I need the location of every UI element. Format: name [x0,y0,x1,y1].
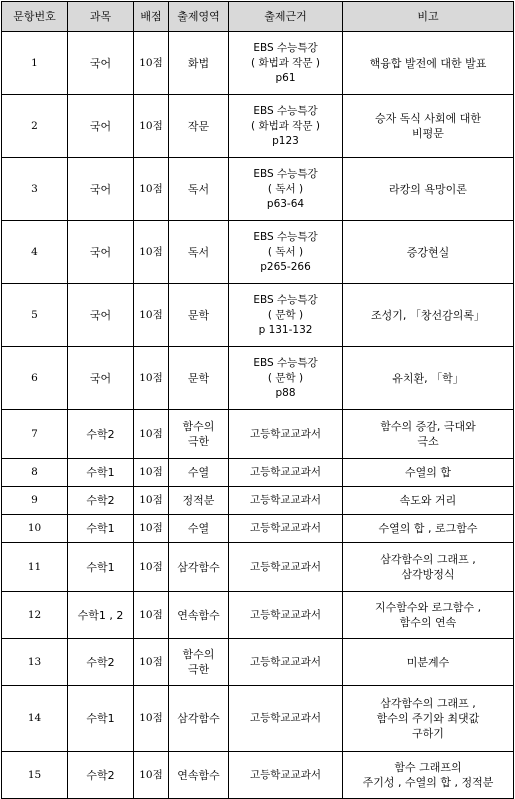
header-subject: 과목 [68,2,134,32]
cell-area: 연속함수 [169,592,229,639]
table-row [2,592,514,639]
cell-points: 10점 [134,639,169,686]
cell-area: 정적분 [169,487,229,515]
cell-points: 10점 [134,347,169,410]
table-row [2,487,514,515]
cell-note: 수열의 합 [343,459,514,487]
cell-note: 승자 독식 사회에 대한 비평문 [343,95,514,158]
cell-points: 10점 [134,158,169,221]
cell-subject: 국어 [68,95,134,158]
table-row [2,284,514,347]
cell-note: 삼각함수의 그래프 , 삼각방정식 [343,543,514,592]
cell-subject: 수학1 [68,515,134,543]
cell-points: 10점 [134,284,169,347]
cell-area: 작문 [169,95,229,158]
cell-subject: 수학2 [68,639,134,686]
exam-table-container [1,1,514,799]
table-row [2,410,514,459]
cell-points: 10점 [134,95,169,158]
cell-area: 삼각함수 [169,543,229,592]
cell-area: 함수의 극한 [169,639,229,686]
cell-subject: 수학2 [68,487,134,515]
cell-note: 유치환, 「학」 [343,347,514,410]
cell-source: 고등학교교과서 [229,515,343,543]
cell-question-number: 7 [2,410,68,459]
cell-area: 수열 [169,515,229,543]
cell-source: 고등학교교과서 [229,487,343,515]
cell-subject: 국어 [68,221,134,284]
cell-question-number: 1 [2,32,68,95]
cell-subject: 국어 [68,32,134,95]
cell-source: 고등학교교과서 [229,459,343,487]
cell-area: 독서 [169,158,229,221]
table-row [2,752,514,799]
cell-area: 화법 [169,32,229,95]
cell-subject: 수학1 [68,543,134,592]
cell-source: 고등학교교과서 [229,752,343,799]
cell-question-number: 10 [2,515,68,543]
cell-area: 삼각함수 [169,686,229,752]
cell-note: 함수의 증감, 극대와 극소 [343,410,514,459]
cell-source: EBS 수능특강 ( 문학 ) p88 [229,347,343,410]
cell-subject: 국어 [68,284,134,347]
table-row [2,543,514,592]
cell-source: 고등학교교과서 [229,410,343,459]
cell-points: 10점 [134,221,169,284]
cell-question-number: 4 [2,221,68,284]
cell-points: 10점 [134,543,169,592]
cell-points: 10점 [134,515,169,543]
cell-note: 속도와 거리 [343,487,514,515]
cell-question-number: 2 [2,95,68,158]
cell-note: 조성기, 「창선감의록」 [343,284,514,347]
cell-area: 수열 [169,459,229,487]
table-row [2,459,514,487]
table-row [2,95,514,158]
table-row [2,347,514,410]
cell-source: 고등학교교과서 [229,686,343,752]
header-source: 출제근거 [229,2,343,32]
cell-source: EBS 수능특강 ( 문학 ) p 131-132 [229,284,343,347]
cell-subject: 수학1 [68,459,134,487]
cell-note: 증강현실 [343,221,514,284]
table-row [2,221,514,284]
header-question-number: 문항번호 [2,2,68,32]
cell-question-number: 13 [2,639,68,686]
cell-area: 독서 [169,221,229,284]
cell-area: 문학 [169,284,229,347]
cell-question-number: 6 [2,347,68,410]
cell-subject: 수학2 [68,752,134,799]
cell-note: 함수 그래프의 주기성 , 수열의 합 , 정적분 [343,752,514,799]
table-row [2,686,514,752]
cell-subject: 수학1 , 2 [68,592,134,639]
cell-points: 10점 [134,32,169,95]
cell-note: 미분계수 [343,639,514,686]
cell-subject: 국어 [68,158,134,221]
table-row [2,32,514,95]
cell-points: 10점 [134,752,169,799]
cell-question-number: 9 [2,487,68,515]
cell-area: 함수의 극한 [169,410,229,459]
cell-source: 고등학교교과서 [229,592,343,639]
cell-question-number: 3 [2,158,68,221]
table-body [2,32,514,799]
header-area: 출제영역 [169,2,229,32]
cell-question-number: 14 [2,686,68,752]
cell-note: 지수함수와 로그함수 , 함수의 연속 [343,592,514,639]
exam-question-table [1,1,514,799]
cell-subject: 국어 [68,347,134,410]
table-row [2,515,514,543]
cell-source: EBS 수능특강 ( 독서 ) p63-64 [229,158,343,221]
header-note: 비고 [343,2,514,32]
cell-note: 라캉의 욕망이론 [343,158,514,221]
cell-points: 10점 [134,459,169,487]
cell-source: 고등학교교과서 [229,639,343,686]
cell-source: EBS 수능특강 ( 화법과 작문 ) p61 [229,32,343,95]
header-points: 배점 [134,2,169,32]
cell-question-number: 12 [2,592,68,639]
cell-points: 10점 [134,686,169,752]
cell-source: EBS 수능특강 ( 화법과 작문 ) p123 [229,95,343,158]
cell-source: EBS 수능특강 ( 독서 ) p265-266 [229,221,343,284]
table-row [2,158,514,221]
cell-area: 문학 [169,347,229,410]
cell-note: 핵융합 발전에 대한 발표 [343,32,514,95]
cell-points: 10점 [134,487,169,515]
cell-question-number: 5 [2,284,68,347]
cell-area: 연속함수 [169,752,229,799]
cell-question-number: 11 [2,543,68,592]
cell-note: 삼각함수의 그래프 , 함수의 주기와 최댓값 구하기 [343,686,514,752]
cell-source: 고등학교교과서 [229,543,343,592]
cell-points: 10점 [134,410,169,459]
cell-subject: 수학1 [68,686,134,752]
cell-note: 수열의 합 , 로그함수 [343,515,514,543]
table-row [2,639,514,686]
cell-question-number: 8 [2,459,68,487]
cell-question-number: 15 [2,752,68,799]
cell-subject: 수학2 [68,410,134,459]
table-header-row [2,2,514,32]
cell-points: 10점 [134,592,169,639]
